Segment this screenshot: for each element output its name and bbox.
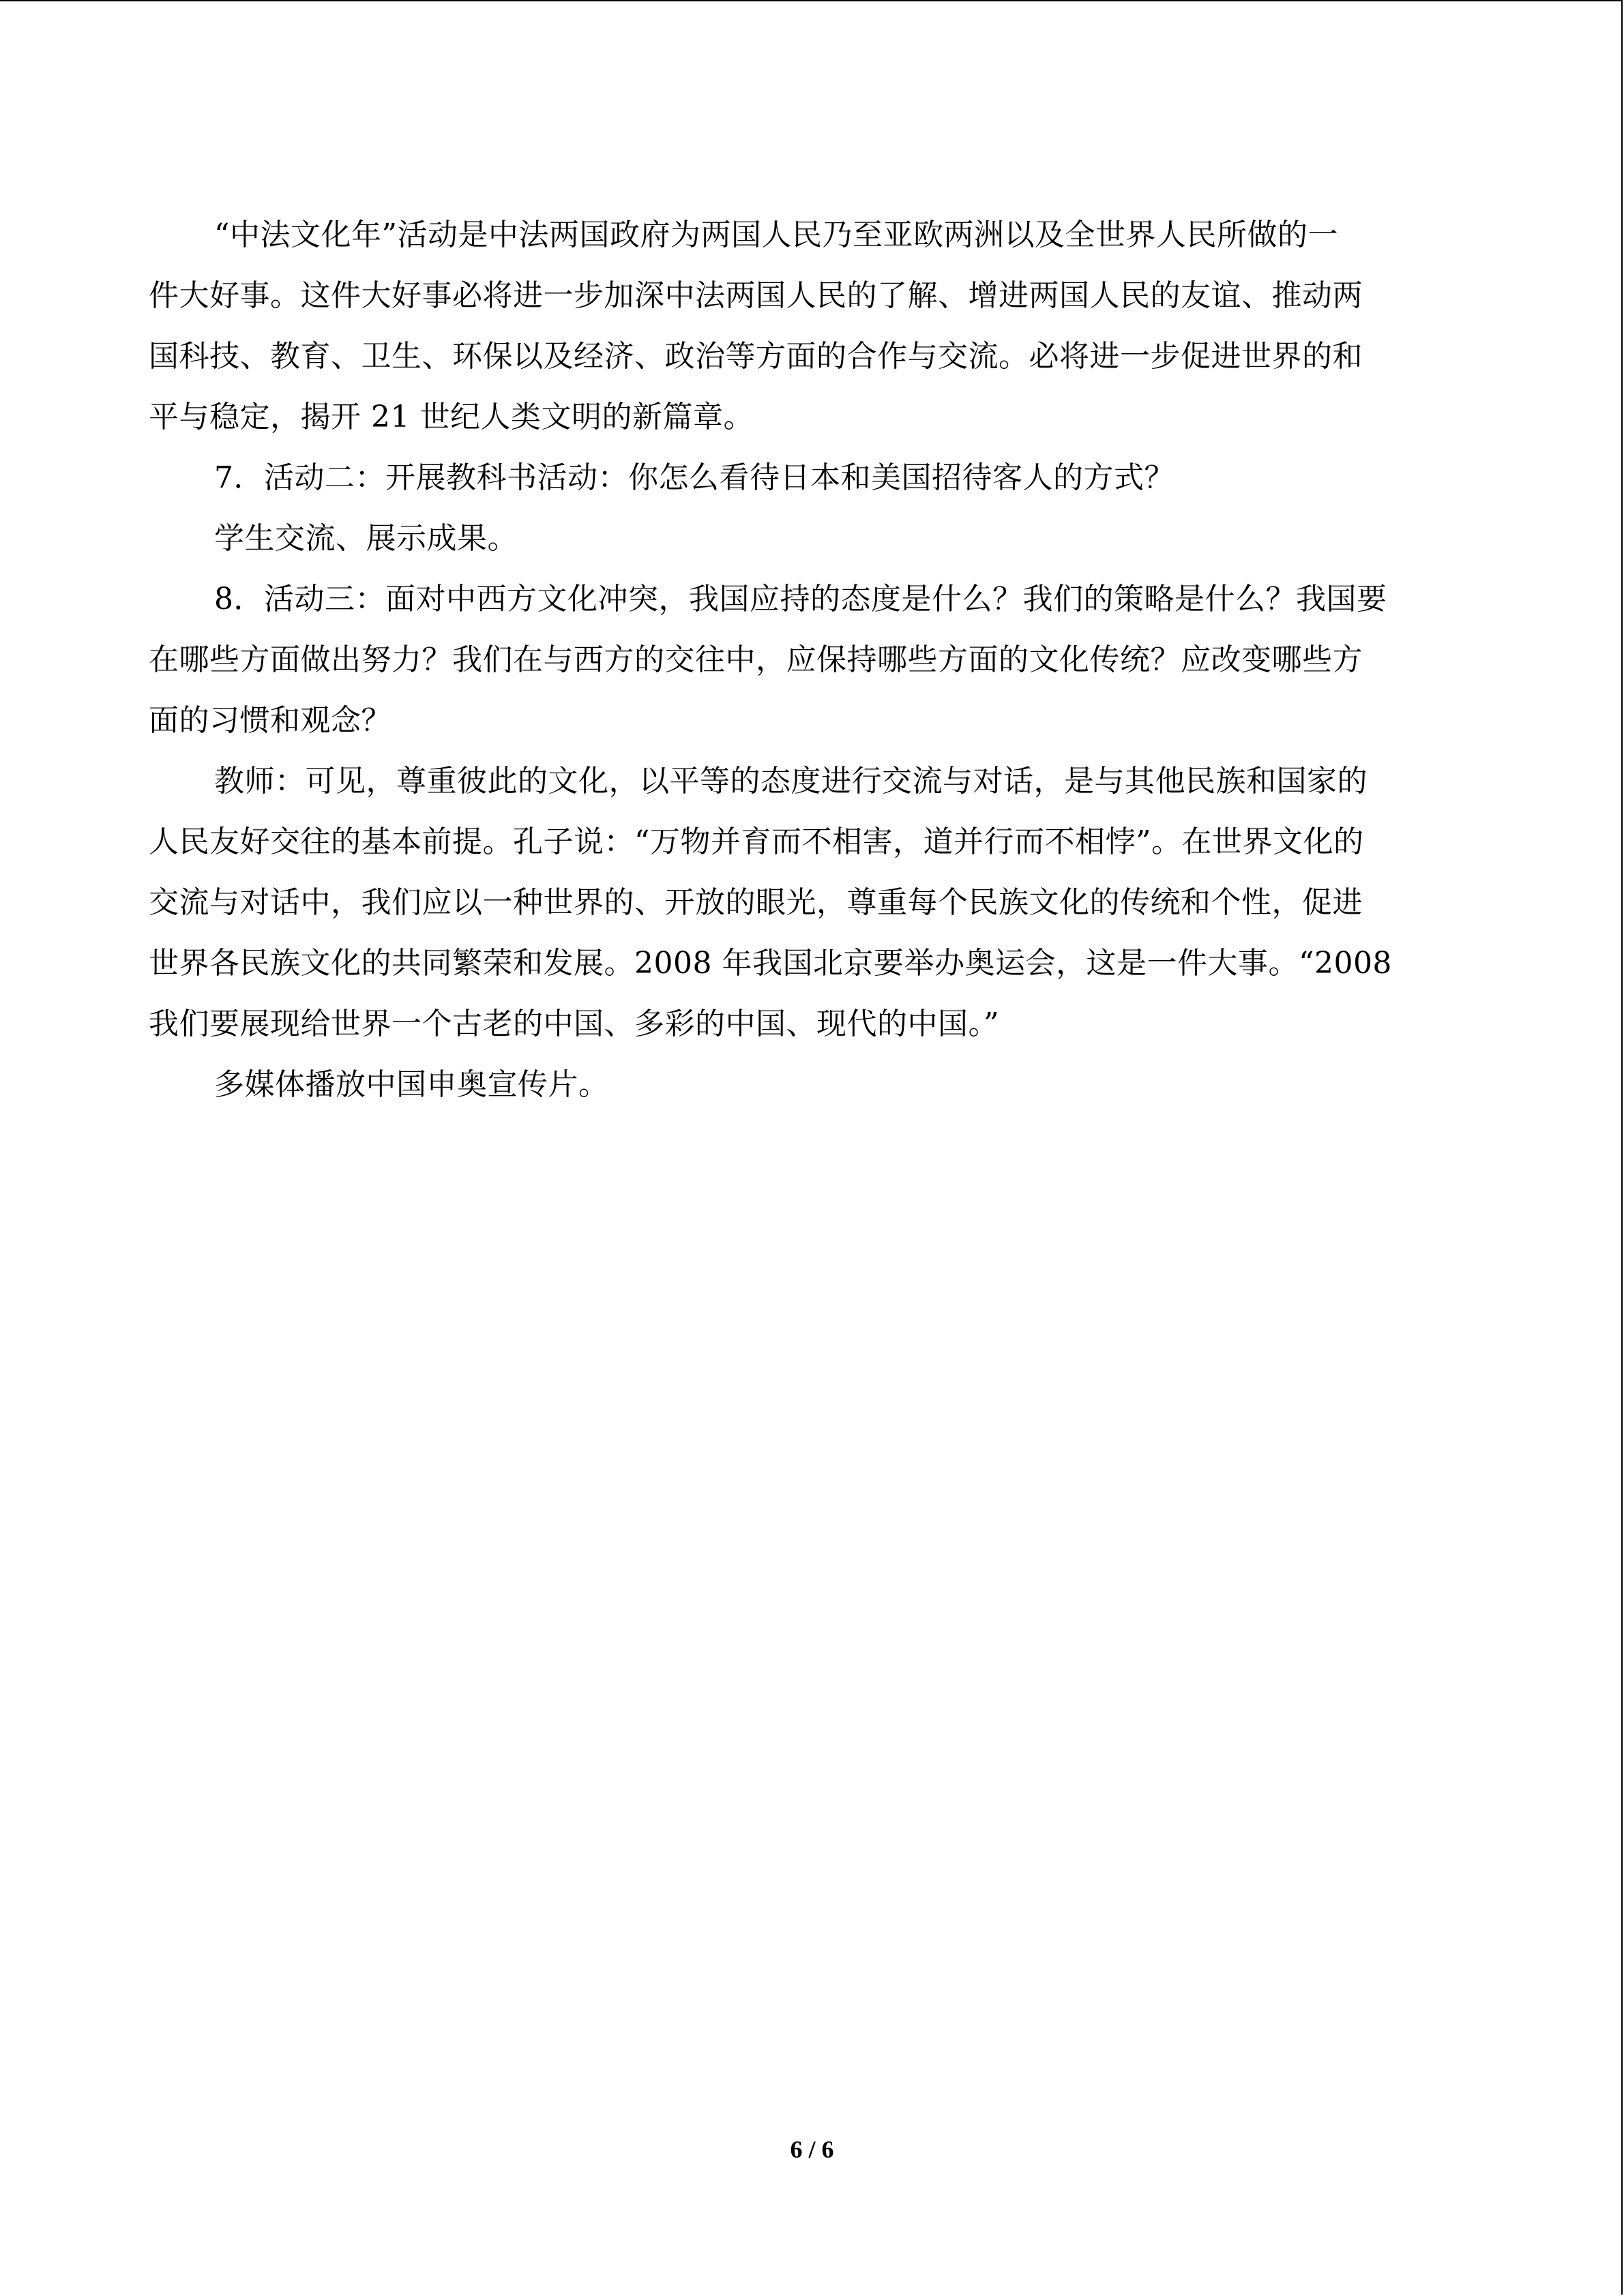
text-line: 7．活动二：开展教科书活动：你怎么看待日本和美国招待客人的方式？ [214,460,1175,495]
text-line: 世界各民族文化的共同繁荣和发展。2008 年我国北京要举办奥运会，这是一件大事。“2008 [149,946,1392,981]
text-line: 平与稳定，揭开 21 世纪人类文明的新篇章。 [149,400,754,434]
text-line: 国科技、教育、卫生、环保以及经济、政治等方面的合作与交流。必将进一步促进世界的和 [149,339,1363,374]
paragraph-multimedia [149,1054,1475,1115]
paragraph-student-exchange [149,508,1475,569]
paragraph-activity-3 [149,569,1475,751]
text-line: 人民友好交往的基本前提。孔子说：“万物并育而不相害，道并行而不相悖”。在世界文化的 [149,824,1364,859]
text-line: 件大好事。这件大好事必将进一步加深中法两国人民的了解、增进两国人民的友谊、推动两 [149,278,1363,313]
page-number: 6 / 6 [790,2136,834,2163]
text-line: “中法文化年”活动是中法两国政府为两国人民乃至亚欧两洲以及全世界人民所做的一 [214,218,1338,252]
text-line: 面的习惯和观念？ [149,703,392,738]
text-line: 交流与对话中，我们应以一种世界的、开放的眼光，尊重每个民族文化的传统和个性，促进 [149,885,1363,920]
paragraph-activity-2 [149,447,1475,508]
paragraph-culture-year [149,205,1475,447]
text-line: 我们要展现给世界一个古老的中国、多彩的中国、现代的中国。” [149,1007,999,1041]
document-body [149,205,1475,1115]
text-line: 学生交流、展示成果。 [214,521,518,556]
paragraph-teacher [149,751,1475,1054]
text-line: 教师：可见，尊重彼此的文化，以平等的态度进行交流与对话，是与其他民族和国家的 [214,764,1368,799]
text-line: 多媒体播放中国申奥宣传片。 [214,1067,609,1102]
text-line: 8．活动三：面对中西方文化冲突，我国应持的态度是什么？我们的策略是什么？我国要 [214,582,1387,616]
text-line: 在哪些方面做出努力？我们在与西方的交往中，应保持哪些方面的文化传统？应改变哪些方 [149,642,1363,677]
